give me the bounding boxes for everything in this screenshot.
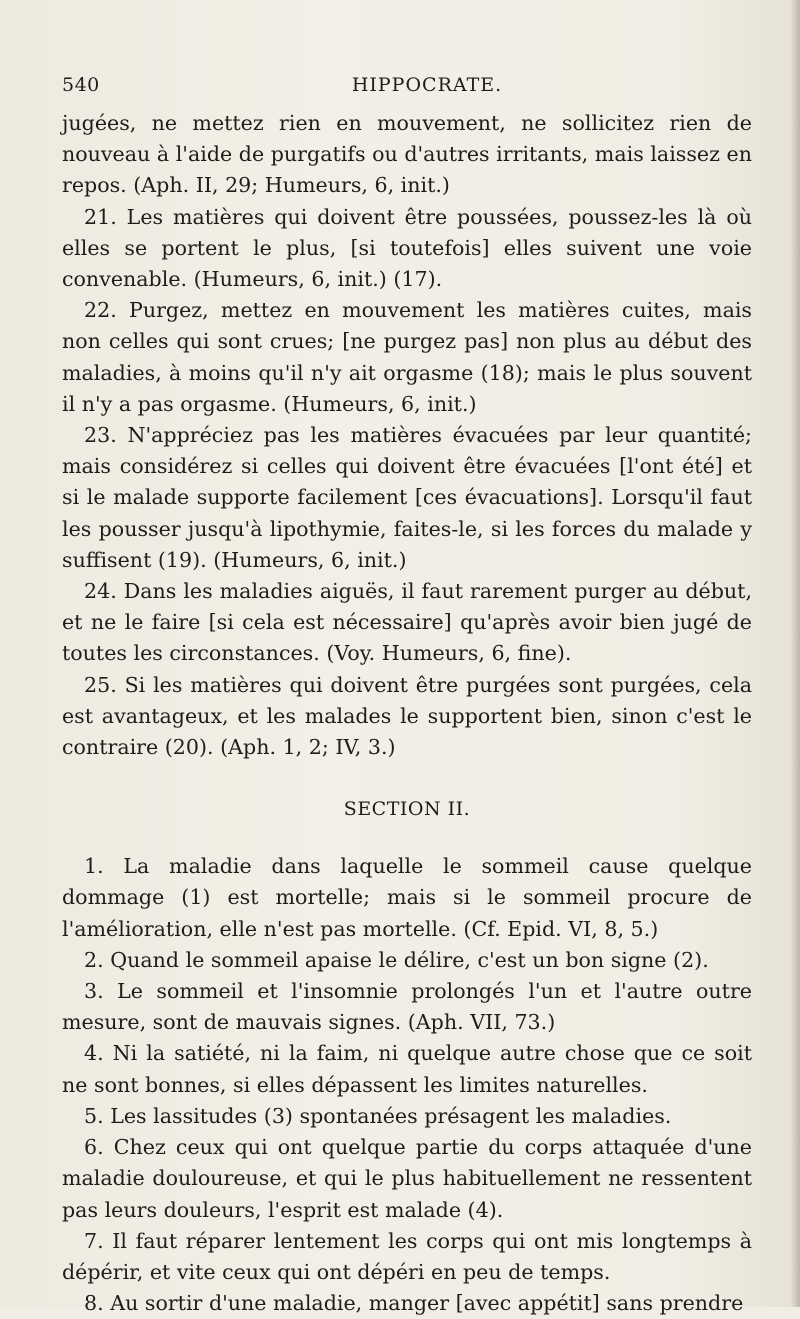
paragraph-22: 22. Purgez, mettez en mouvement les matières cuites, mais non celles qui sont crues; [ne purgez pas] non plus au début des maladies, à moins qu'il n'y ait orgasme (18); mais le plus souvent il n'y a pas orgasme. (Humeurs, 6, init.) (62, 298, 752, 416)
running-title: HIPPOCRATE. (351, 74, 503, 96)
section2-paragraph-7: 7. Il faut réparer lentement les corps qui ont mis longtemps à dépérir, et vite ceux qui ont dépéri en peu de temps. (62, 1228, 752, 1284)
paragraph-continuation: jugées, ne mettez rien en mouvement, ne sollicitez rien de nouveau à l'aide de purgatifs ou d'autres irritants, mais laissez en repos. (Aph. II, 29; Humeurs, 6, init.) (62, 111, 752, 198)
section2-paragraph-4: 4. Ni la satiété, ni la faim, ni quelque autre chose que ce soit ne sont bonnes, si elles dépassent les limites naturelles. (62, 1041, 752, 1097)
section2-paragraph-6: 6. Chez ceux qui ont quelque partie du corps attaquée d'une maladie douloureuse, et qui le plus habituellement ne ressentent pas leurs douleurs, l'esprit est malade (4). (62, 1135, 752, 1222)
section2-paragraph-2: 2. Quand le sommeil apaise le délire, c'est un bon signe (2). (84, 947, 709, 972)
running-head (62, 74, 752, 102)
paragraph-21: 21. Les matières qui doivent être poussées, poussez-les là où elles se portent le plus, [si toutefois] elles suivent une voie convenable. (Humeurs, 6, init.) (17). (62, 204, 752, 292)
body-text (62, 108, 752, 1319)
section-heading: SECTION II. (343, 798, 471, 821)
page-edge-shadow (790, 0, 800, 1307)
paragraph-25: 25. Si les matières qui doivent être purgées sont purgées, cela est avantageux, et les malades le supportent bien, sinon c'est le contraire (20). (Aph. 1, 2; IV, 3.) (62, 672, 752, 760)
paragraph-24: 24. Dans les maladies aiguës, il faut rarement purger au début, et ne le faire [si cela est nécessaire] qu'après avoir bien jugé de toutes les circonstances. (Voy. Humeurs, 6, fine). (62, 579, 752, 666)
section2-paragraph-1: 1. La maladie dans laquelle le sommeil cause quelque dommage (1) est mortelle; mais si le sommeil procure de l'amélioration, elle n'est pas mortelle. (Cf. Epid. VI, 8, 5.) (62, 854, 752, 941)
paragraph-23: 23. N'appréciez pas les matières évacuées par leur quantité; mais considérez si celles qui doivent être évacuées [l'ont été] et si le malade supporte facilement [ces évacuations]. Lorsqu'il faut les pousser jusqu'à lipothymie, faites-le, si les forces du malade y suffisent (19). (Humeurs, 6, init.) (62, 423, 752, 572)
page-number: 540 (62, 74, 100, 96)
section2-paragraph-8: 8. Au sortir d'une maladie, manger [avec appétit] sans prendre (84, 1291, 744, 1316)
section2-paragraph-3: 3. Le sommeil et l'insomnie prolongés l'un et l'autre outre mesure, sont de mauvais signes. (Aph. VII, 73.) (62, 979, 752, 1035)
section2-paragraph-5: 5. Les lassitudes (3) spontanées présagent les maladies. (84, 1103, 672, 1128)
